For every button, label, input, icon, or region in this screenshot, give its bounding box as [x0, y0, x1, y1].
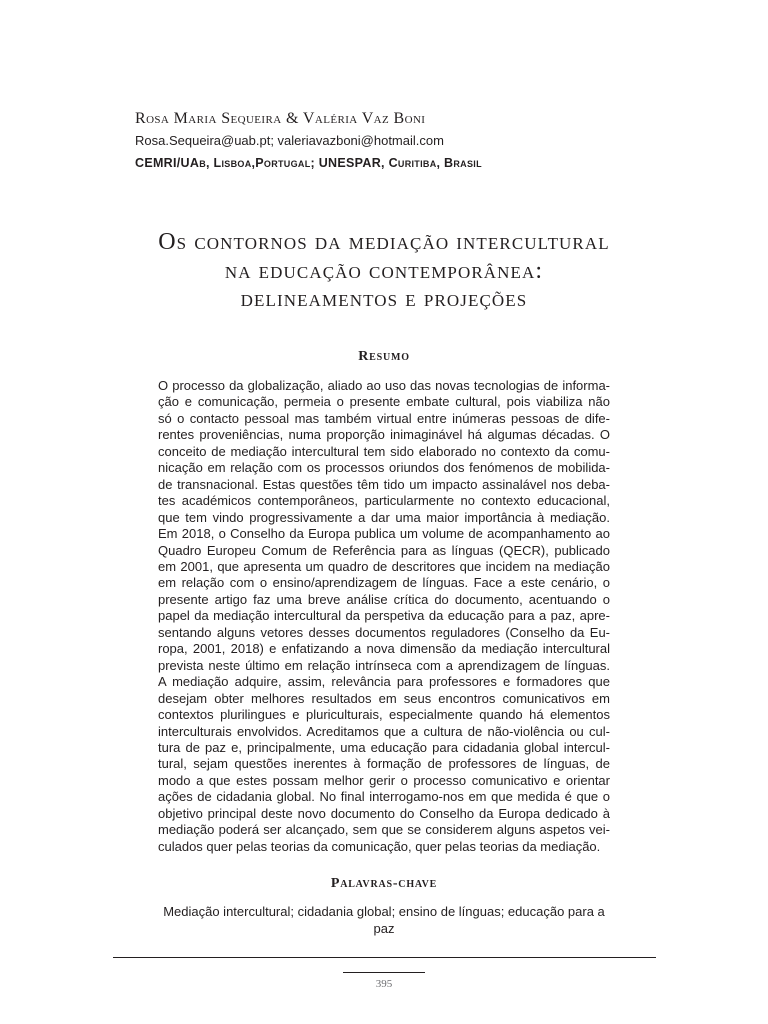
abstract-line: só o contacto pessoal mas também virtual entre inúmeras pessoas de dife-: [158, 410, 610, 426]
abstract-line: de transnacional. Estas questões têm tido um impacto assinalável nos deba-: [158, 476, 610, 492]
abstract-line: Quadro Europeu Comum de Referência para as línguas (QECR), publicado: [158, 542, 610, 558]
page-number-rule: [343, 972, 425, 973]
abstract-line: Em 2018, o Conselho da Europa publica um volume de acompanhamento ao: [158, 526, 610, 542]
abstract-line: mediação poderá ser alcançado, sem que se considerem alguns aspetos vei-: [158, 822, 610, 838]
title-line-1: Os contornos da mediação intercultural: [158, 229, 610, 255]
abstract-line: tes académicos contemporâneos, particularmente no contexto educacional,: [158, 493, 610, 509]
abstract-line: presente artigo faz uma breve análise crítica do documento, acentuando o: [158, 591, 610, 607]
page-number: 395: [375, 978, 393, 990]
abstract-line: que tem vindo progressivamente a dar uma maior importância à mediação.: [158, 509, 610, 525]
abstract-line: em 2001, que apresenta um quadro de descritores que incidem na mediação: [158, 558, 610, 574]
abstract-heading: Resumo: [358, 349, 410, 364]
footer-divider: [113, 957, 656, 958]
author-affiliation: CEMRI/UAb, Lisboa,Portugal; UNESPAR, Curitiba, Brasil: [135, 156, 482, 170]
abstract-line: tura de paz e, principalmente, uma educação para cidadania global intercul-: [158, 739, 610, 755]
keywords-heading: Palavras-chave: [330, 876, 438, 891]
abstract-line: desejam obter melhores resultados em seus encontros comunicativos em: [158, 690, 610, 706]
abstract-line: papel da mediação intercultural da perspetiva da educação para a paz, apre-: [158, 608, 610, 624]
abstract-body: [158, 378, 610, 855]
abstract-line: objetivo principal deste novo documento do Conselho da Europa dedicado à: [158, 805, 610, 821]
abstract-line: em relação com o ensino/aprendizagem de línguas. Face a este cenário, o: [158, 575, 610, 591]
abstract-line: ropa, 2001, 2018) e enfatizando a nova dimensão da mediação intercultural: [158, 641, 610, 657]
author-names: Rosa Maria Sequeira & Valéria Vaz Boni: [135, 110, 426, 127]
abstract-line: O processo da globalização, aliado ao uso das novas tecnologias de informa-: [158, 378, 610, 393]
abstract-line: ações de cidadania global. No final interrogamo-nos em que medida é que o: [158, 789, 610, 805]
title-line-2: na educação contemporânea:: [224, 257, 544, 284]
abstract-line: culados quer pelas teorias da comunicação, quer pelas teorias da mediação.: [158, 838, 601, 854]
abstract-line: rentes proveniências, numa proporção inimaginável há algumas décadas. O: [158, 427, 610, 443]
article-title: [100, 228, 668, 314]
abstract-line: ção e comunicação, permeia o presente embate cultural, pois viabiliza não: [158, 394, 610, 410]
abstract-line: modo a que estes possam melhor gerir o processo comunicativo e orientar: [158, 772, 610, 788]
abstract-line: sentando alguns vetores desses documentos reguladores (Conselho da Eu-: [158, 624, 610, 640]
abstract-line: nicação em relação com os processos oriundos dos fenómenos de mobilida-: [158, 460, 610, 476]
abstract-line: A mediação adquire, assim, relevância para professores e formadores que: [158, 674, 610, 690]
abstract-line: interculturais envolvidos. Acreditamos que a cultura de não-violência ou cul-: [158, 723, 610, 739]
keywords-text: Mediação intercultural; cidadania global; ensino de línguas; educação para a paz: [163, 904, 605, 936]
abstract-line: contextos plurilingues e pluriculturais, especialmente quando há elementos: [158, 707, 610, 723]
abstract-line: conceito de mediação intercultural tem sido elaborado no contexto da comu-: [158, 443, 610, 459]
abstract-line: tural, sejam questões inerentes à formação de professores de línguas, de: [158, 756, 610, 772]
abstract-line: prevista neste último em relação intrínseca com a aprendizagem de línguas.: [158, 657, 610, 673]
author-emails: Rosa.Sequeira@uab.pt; valeriavazboni@hotmail.com: [135, 133, 444, 148]
title-line-3: delineamentos e projeções: [240, 286, 528, 312]
